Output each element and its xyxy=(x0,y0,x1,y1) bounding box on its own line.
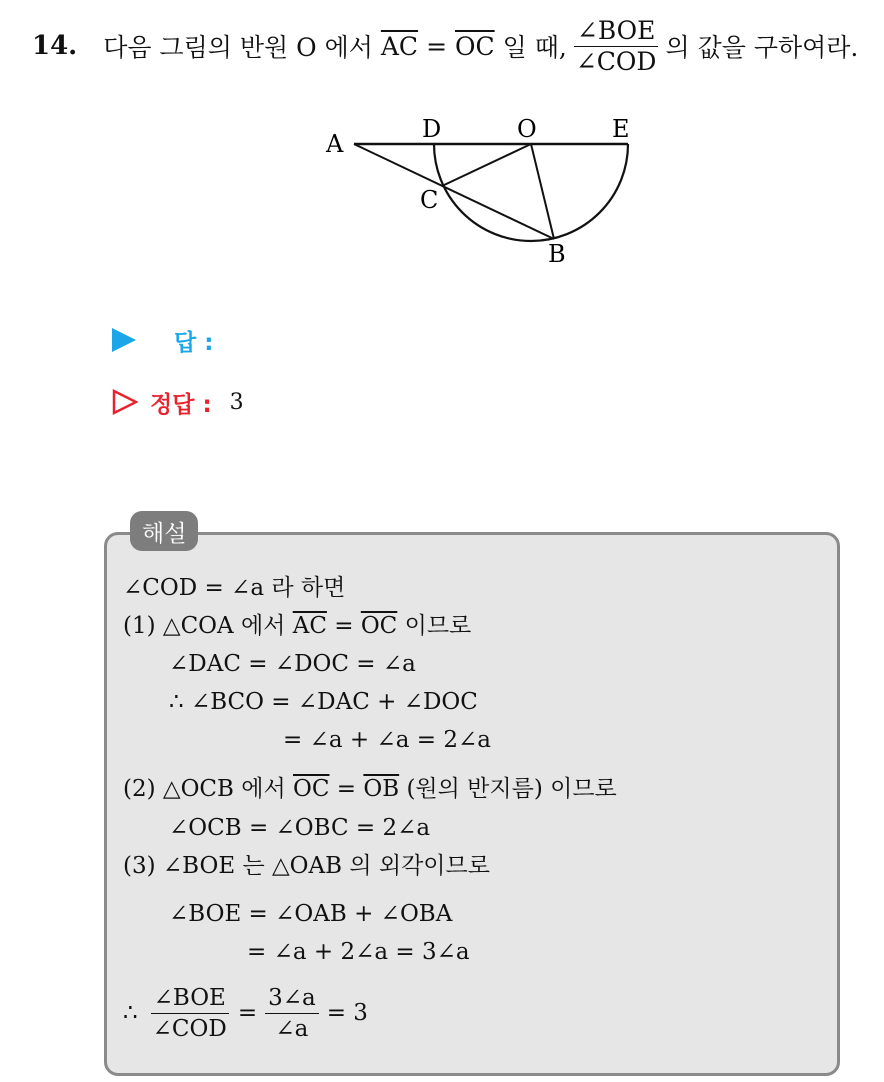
semicircle-arc xyxy=(434,144,628,241)
correct-answer-label: 정답 : xyxy=(150,391,212,418)
solution-line-6-eq: = xyxy=(336,776,357,802)
equals-sign: = xyxy=(426,31,448,61)
solution-final-therefore: ∴ xyxy=(123,1000,138,1027)
answer-arrow-icon xyxy=(112,328,136,352)
question-number: 14. xyxy=(32,31,78,61)
solution-line-2 xyxy=(123,615,471,638)
fraction-denominator: ∠COD xyxy=(575,46,657,76)
solution-line-7: ∠OCB = ∠OBC = 2∠a xyxy=(169,815,431,841)
solution-segment-ac: $\overline{AC}$ xyxy=(292,613,327,639)
solution-line-2-prefix: (1) △COA 에서 xyxy=(123,613,286,639)
solution-segment-oc: $\overline{OC}$ xyxy=(360,613,398,639)
solution-final-fraction-1 xyxy=(150,985,230,1043)
solution-line-6 xyxy=(123,778,617,801)
question-text-before: 다음 그림의 반원 O 에서 xyxy=(103,33,373,62)
label-o: O xyxy=(517,115,537,143)
segment-ac: $\overline{AC}$ xyxy=(380,31,419,61)
solution-line-1: ∠COD = ∠a 라 하면 xyxy=(123,575,346,601)
solution-line-10: = ∠a + 2∠a = 3∠a xyxy=(247,939,470,965)
line-ab xyxy=(354,144,554,239)
label-b: B xyxy=(548,240,566,268)
solution-line-6-suffix: (원의 반지름) 이므로 xyxy=(406,776,617,802)
line-ob xyxy=(531,144,554,239)
answer-row xyxy=(112,318,213,362)
segment-oc: $\overline{OC}$ xyxy=(455,31,495,61)
solution-final-result: = 3 xyxy=(326,1000,368,1027)
question-fraction xyxy=(573,17,660,75)
question-text-middle: 일 때, xyxy=(502,33,567,62)
solution-line-2-eq: = xyxy=(334,613,354,639)
solution-line-8: (3) ∠BOE 는 △OAB 의 외각이므로 xyxy=(123,853,490,879)
solution-final-eq-1: = xyxy=(237,1000,258,1027)
solution-final-num-2: 3∠a xyxy=(265,985,319,1014)
correct-answer-value: 3 xyxy=(229,389,244,415)
solution-line-4: ∴ ∠BCO = ∠DAC + ∠DOC xyxy=(169,689,478,715)
solution-line-2-suffix: 이므로 xyxy=(404,613,472,639)
correct-arrow-icon xyxy=(112,389,138,415)
fraction-numerator: ∠BOE xyxy=(574,17,659,47)
solution-final-line xyxy=(123,985,368,1043)
solution-box xyxy=(104,532,840,1076)
label-e: E xyxy=(612,115,630,143)
solution-line-6-prefix: (2) △OCB 에서 xyxy=(123,776,286,802)
label-d: D xyxy=(422,115,442,143)
solution-final-den-1: ∠COD xyxy=(152,1016,227,1043)
solution-line-5: = ∠a + ∠a = 2∠a xyxy=(283,727,491,753)
label-a: A xyxy=(326,130,344,158)
solution-final-num-1: ∠BOE xyxy=(151,985,229,1014)
label-c: C xyxy=(420,186,439,214)
solution-final-den-2: ∠a xyxy=(275,1016,309,1043)
solution-line-3: ∠DAC = ∠DOC = ∠a xyxy=(169,651,416,677)
solution-tab-label: 해설 xyxy=(130,511,198,551)
solution-segment-ob: $\overline{OB}$ xyxy=(363,776,400,802)
correct-answer-row xyxy=(112,380,244,424)
line-co xyxy=(442,144,531,186)
solution-segment-oc-2: $\overline{OC}$ xyxy=(293,776,330,802)
semicircle-diagram xyxy=(300,108,660,278)
answer-label: 답 : xyxy=(174,329,214,356)
question-text-after: 의 값을 구하여라. xyxy=(665,33,859,62)
question-line xyxy=(32,16,858,76)
solution-line-9: ∠BOE = ∠OAB + ∠OBA xyxy=(169,901,453,927)
solution-final-fraction-2 xyxy=(265,985,319,1043)
